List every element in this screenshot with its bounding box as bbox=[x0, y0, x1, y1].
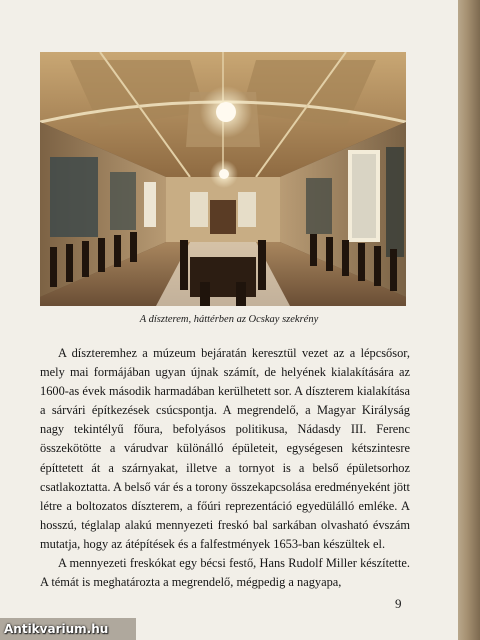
photo-caption: A díszterem, háttérben az Ocskay szekrény bbox=[139, 314, 319, 325]
book-page-edge bbox=[458, 0, 480, 640]
body-text bbox=[40, 344, 410, 592]
paragraph: A díszteremhez a múzeum bejáratán keresztül vezet az a lépcsősor, mely mai formájában ugyan újnak számít, de helyének kialakítására az 1600-as évek második harmadában kerülhetett sor. A díszterem kialakítása a sárvári építkezések csúcspontja. A megrendelő, a Magyar Királyság nagy tekintélyű főura, befolyásos politikusa, Nádasdy III. Ferenc összekötötte a várudvar különálló épületeit, egységesen kétszintesre építtetett át a szárnyakat, illetve a tornyot is a belső épületsorhoz csatlakoztatta. A belső vár és a torony összekapcsolása eredményeként jött létre a boltozatos díszterem, a főúri reprezentáció egyedülálló emléke. A hosszú, téglalap alakú mennyezeti freskó bal sarkában olvasható évszám mutatja, hogy az átépítések és a falfestmények 1653-ban készültek el. bbox=[40, 346, 410, 551]
page-number: 9 bbox=[395, 596, 402, 611]
paragraph: A mennyezeti freskókat egy bécsi festő, Hans Rudolf Miller készítette. A témát is meghatározta a megrendelő, mégpedig a nagyapa, bbox=[40, 556, 410, 590]
ceremonial-hall-photo bbox=[40, 52, 406, 306]
watermark: Antikvarium.hu bbox=[0, 618, 136, 640]
